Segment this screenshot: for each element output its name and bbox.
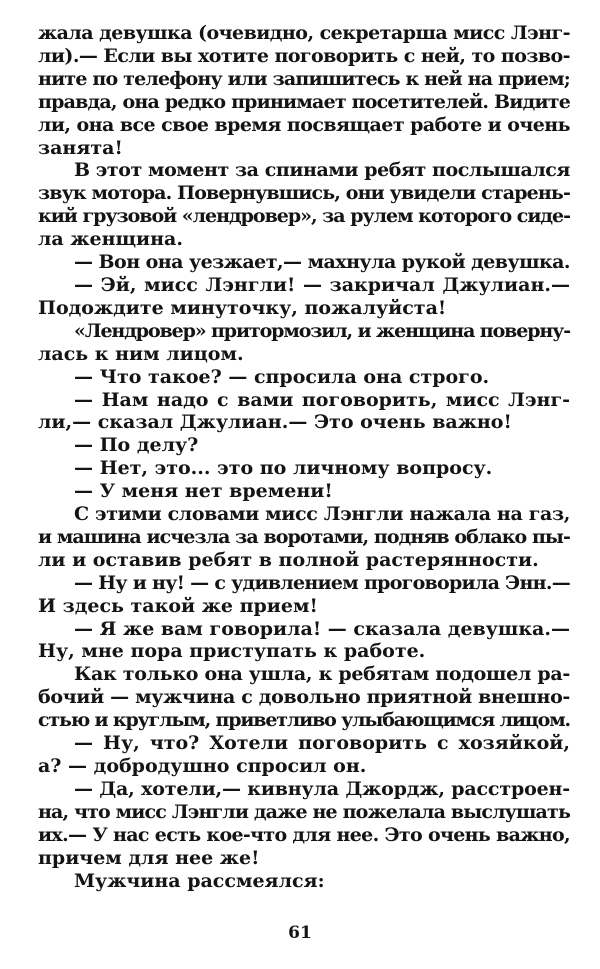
text-line: ли).— Если вы хотите поговорить с ней, то позво- — [38, 44, 570, 67]
text-line: ли, она все свое время посвящает работе и очень — [38, 113, 570, 136]
text-line: — Нет, это... это по личному вопросу. — [74, 457, 493, 480]
text-line: «Лендровер» притормозил, и женщина поверну- — [74, 319, 571, 342]
text-line: — Да, хотели,— кивнула Джордж, расстроен- — [74, 777, 570, 800]
text-line: ли и оставив ребят в полной растерянности. — [38, 548, 539, 571]
text-line: — Я же вам говорила! — сказала девушка.— — [74, 617, 570, 640]
text-line: И здесь такой же прием! — [38, 594, 318, 617]
text-line: — Что такое? — спросила она строго. — [74, 365, 490, 388]
text-line: — Ну, что? Хотели поговорить с хозяйкой, — [74, 732, 570, 755]
text-line: причем для нее же! — [38, 846, 260, 869]
text-line: жала девушка (очевидно, секретарша мисс Лэнг- — [38, 22, 571, 44]
text-line: Подождите минуточку, пожалуйста! — [38, 296, 447, 319]
text-line: лась к ним лицом. — [38, 342, 244, 365]
text-line: на, что мисс Лэнгли даже не пожелала выслушать — [38, 800, 570, 823]
text-line: Как только она ушла, к ребятам подошел ра- — [74, 663, 570, 686]
text-line: — По делу? — [74, 434, 199, 457]
text-line: их.— У нас есть кое-что для нее. Это очень важно, — [38, 823, 570, 846]
page-number: 61 — [288, 923, 312, 943]
text-line: ла женщина. — [38, 228, 183, 251]
text-line: и машина исчезла за воротами, подняв облако пы- — [38, 525, 570, 548]
text-line: — Вон она уезжает,— махнула рукой девушка. — [74, 251, 570, 274]
text-line: — Нам надо с вами поговорить, мисс Лэнг- — [74, 388, 570, 411]
text-line: Мужчина рассмеялся: — [74, 869, 325, 892]
text-line: стью и круглым, приветливо улыбающимся лицом. — [38, 709, 570, 732]
text-line: — Ну и ну! — с удивлением проговорила Энн.— — [74, 571, 570, 594]
text-line: В этот момент за спинами ребят послышался — [74, 159, 570, 182]
text-line: ните по телефону или запишитесь к ней на прием; — [38, 67, 570, 90]
text-line: С этими словами мисс Лэнгли нажала на газ, — [74, 503, 570, 526]
page-text — [38, 22, 570, 892]
text-line: занята! — [38, 136, 123, 159]
text-line: кий грузовой «лендровер», за рулем которого сиде- — [38, 205, 570, 228]
text-line: правда, она редко принимает посетителей. Видите — [38, 90, 570, 113]
text-line: — У меня нет времени! — [74, 480, 333, 503]
text-line: бочий — мужчина с довольно приятной внешно- — [38, 686, 570, 709]
text-line: а? — добродушно спросил он. — [38, 755, 367, 777]
text-line: звук мотора. Повернувшись, они увидели старень- — [38, 182, 570, 205]
text-line: — Эй, мисс Лэнгли! — закричал Джулиан.— — [74, 273, 570, 296]
text-line: Ну, мне пора приступать к работе. — [38, 640, 426, 663]
text-line: ли,— сказал Джулиан.— Это очень важно! — [38, 411, 512, 434]
